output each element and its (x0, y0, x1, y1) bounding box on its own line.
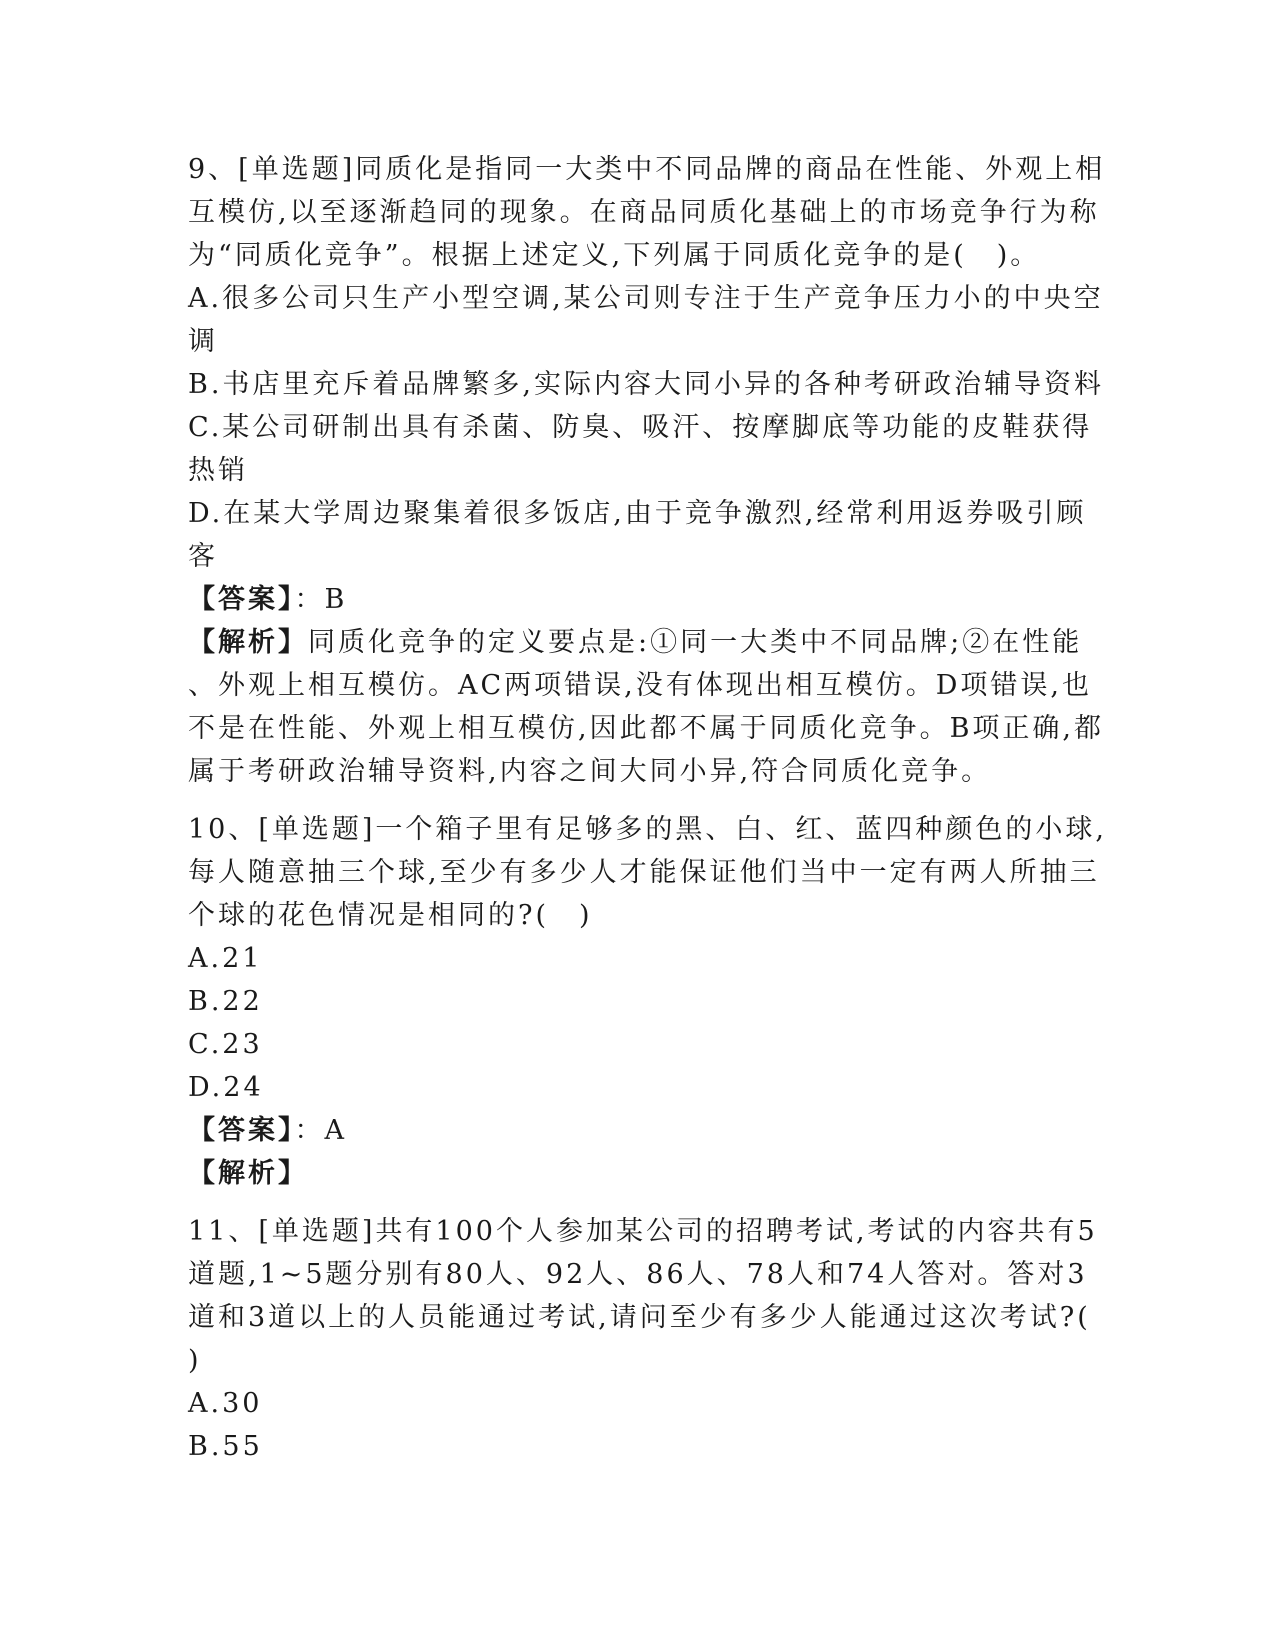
question-stem-line: 道题,1~5题分别有80人、92人、86人、78人和74人答对。答对3 (188, 1259, 1088, 1290)
answer-label: 【答案】 (188, 1115, 295, 1146)
question-spacer (188, 793, 1083, 808)
document-page (188, 148, 1108, 1468)
option-line: 热销 (188, 455, 248, 486)
option-line: B.书店里充斥着品牌繁多,实际内容大同小异的各种考研政治辅导资料 (188, 369, 1105, 400)
analysis-text: 同质化竞争的定义要点是:①同一大类中不同品牌;②在性能 (308, 627, 1083, 658)
question-stem-line: 11、[单选题]共有100个人参加某公司的招聘考试,考试的内容共有5 (188, 1216, 1098, 1247)
analysis-line (188, 621, 1083, 664)
answer-value: ：A (294, 1115, 347, 1146)
analysis-label: 【解析】 (188, 627, 308, 658)
option-line: D.在某大学周边聚集着很多饭店,由于竞争激烈,经常利用返券吸引顾 (188, 498, 1087, 529)
question-stem-line: 9、[单选题]同质化是指同一大类中不同品牌的商品在性能、外观上相 (188, 154, 1106, 185)
option-line: B.22 (188, 986, 263, 1017)
option-line: B.55 (188, 1431, 263, 1462)
answer-label: 【答案】 (188, 584, 295, 615)
analysis-line: 属于考研政治辅导资料,内容之间大同小异,符合同质化竞争。 (188, 756, 992, 787)
question-stem-line: ) (188, 1345, 202, 1376)
analysis-line: 不是在性能、外观上相互模仿,因此都不属于同质化竞争。B项正确,都 (188, 713, 1105, 744)
question-stem-line: 互模仿,以至逐渐趋同的现象。在商品同质化基础上的市场竞争行为称 (188, 197, 1100, 228)
option-line: A.很多公司只生产小型空调,某公司则专注于生产竞争压力小的中央空 (188, 283, 1104, 314)
option-line: A.21 (188, 943, 263, 974)
option-line: A.30 (188, 1388, 263, 1419)
option-line: C.23 (188, 1029, 263, 1060)
question-block (188, 148, 1106, 793)
option-line: 客 (188, 541, 218, 572)
analysis-line (188, 1152, 1083, 1195)
answer-line (188, 578, 1083, 621)
question-block (188, 808, 1108, 1195)
analysis-line: 、外观上相互模仿。AC两项错误,没有体现出相互模仿。D项错误,也 (188, 670, 1092, 701)
answer-line (188, 1109, 1083, 1152)
option-line: 调 (188, 326, 218, 357)
option-line: C.某公司研制出具有杀菌、防臭、吸汗、按摩脚底等功能的皮鞋获得 (188, 412, 1093, 443)
question-stem-line: 10、[单选题]一个箱子里有足够多的黑、白、红、蓝四种颜色的小球, (188, 814, 1108, 845)
question-block (188, 1210, 1098, 1468)
question-stem-line: 为“同质化竞争”。根据上述定义,下列属于同质化竞争的是( )。 (188, 240, 1041, 271)
question-spacer (188, 1195, 1083, 1210)
question-stem-line: 个球的花色情况是相同的?( ) (188, 900, 593, 931)
question-stem-line: 道和3道以上的人员能通过考试,请问至少有多少人能通过这次考试?( (188, 1302, 1091, 1333)
answer-value: ：B (294, 584, 348, 615)
question-stem-line: 每人随意抽三个球,至少有多少人才能保证他们当中一定有两人所抽三 (188, 857, 1100, 888)
option-line: D.24 (188, 1072, 264, 1103)
analysis-label: 【解析】 (188, 1158, 308, 1189)
